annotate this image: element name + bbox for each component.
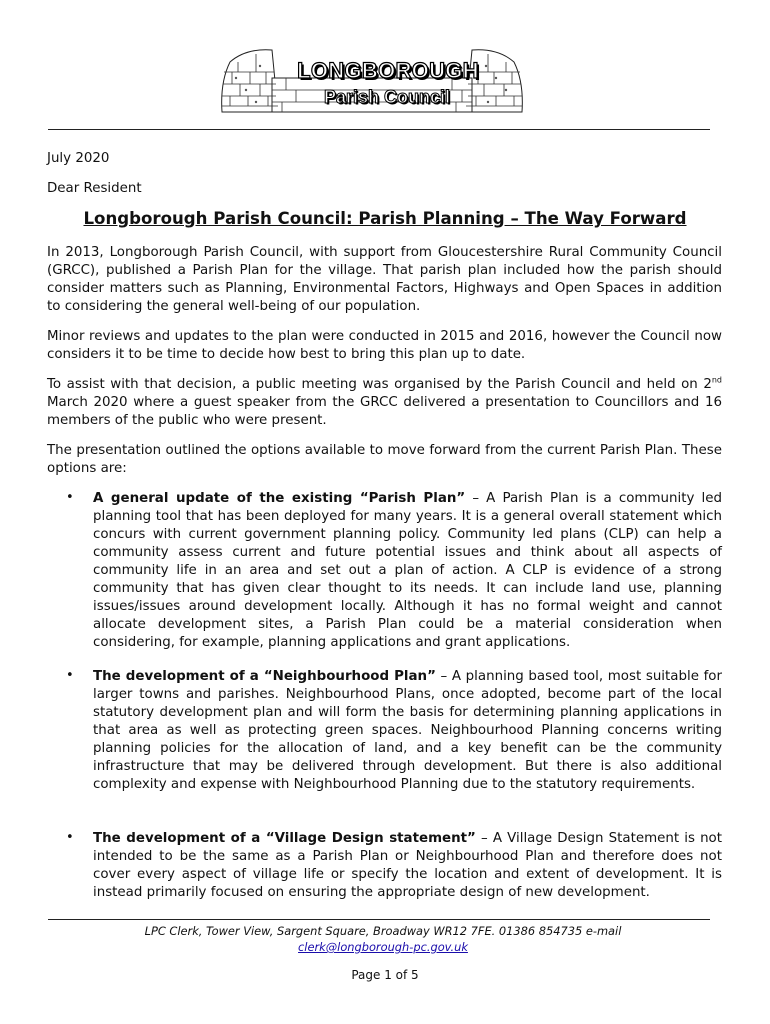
bullet-dot: • bbox=[66, 830, 74, 845]
letter-salutation: Dear Resident bbox=[47, 181, 142, 196]
letter-date: July 2020 bbox=[47, 151, 110, 166]
option-neighbourhood-plan: The development of a “Neighbourhood Plan” – A planning based tool, most suitable for larger towns and parishes. Neighbourhood Plans, once adopted, become part of the local statutory development plan and will form the basis for determining planning applications in that area as well as protecting green spaces. Neighbourhood Planning concerns writing planning policies for the allocation of land, and a key benefit can be the community infrastructure that may be delivered through development. But there is also additional complexity and expense with Neighbourhood Planning due to the statutory requirements. bbox=[93, 669, 722, 792]
footer-contact bbox=[48, 923, 718, 955]
option-village-design-statement: The development of a “Village Design statement” – A Village Design Statement is not intended to be the same as a Parish Plan or Neighbourhood Plan and therefore does not cover every aspect of village life or specify the location and extent of development. It is instead primarily focused on ensuring the appropriate design of new development. bbox=[93, 831, 722, 900]
page-number: Page 1 of 5 bbox=[351, 968, 419, 982]
paragraph-reviews: Minor reviews and updates to the plan were conducted in 2015 and 2016, however the Council now considers it to be time to decide how best to bring this plan up to date. bbox=[47, 329, 722, 362]
letter-heading: Longborough Parish Council: Parish Planning – The Way Forward bbox=[83, 209, 687, 228]
logo-subtitle: Parish Council bbox=[323, 87, 451, 107]
paragraph-public-meeting: To assist with that decision, a public meeting was organised by the Parish Council and held on 2nd March 2020 where a guest speaker from the GRCC delivered a presentation to Councillors and 16 members of the public who were present. bbox=[47, 375, 722, 428]
logo-title: LONGBOROUGH bbox=[297, 58, 479, 83]
bullet-dot: • bbox=[66, 490, 74, 505]
paragraph-options-intro: The presentation outlined the options available to move forward from the current Parish Plan. These options are: bbox=[47, 443, 722, 476]
paragraph-intro: In 2013, Longborough Parish Council, with support from Gloucestershire Rural Community Council (GRCC), published a Parish Plan for the village. That parish plan included how the parish should consider matters such as Planning, Environmental Factors, Highways and Open Spaces in addition to considering the general well-being of our population. bbox=[47, 245, 722, 314]
footer-email-link[interactable]: clerk@longborough-pc.gov.uk bbox=[298, 940, 468, 954]
footer-divider bbox=[48, 919, 710, 920]
header-divider bbox=[48, 129, 710, 130]
bullet-dot: • bbox=[66, 668, 74, 683]
footer-address: LPC Clerk, Tower View, Sargent Square, Broadway WR12 7FE. 01386 854735 e-mail bbox=[144, 924, 622, 938]
option-parish-plan: A general update of the existing “Parish Plan” – A Parish Plan is a community led planning tool that has been deployed for many years. It is a general overall statement which concurs with current government planning policy. Community led plans (CLP) can help a community assess current and future potential issues and think about all aspects of community life in an area and set out a plan of action. A CLP is evidence of a strong community that has given clear thought to its needs. It can include land use, planning issues/issues around development locally. Although it has no formal weight and cannot allocate development sites, a Parish Plan could be a material consideration when considering, for example, planning applications and grant applications. bbox=[93, 491, 722, 650]
